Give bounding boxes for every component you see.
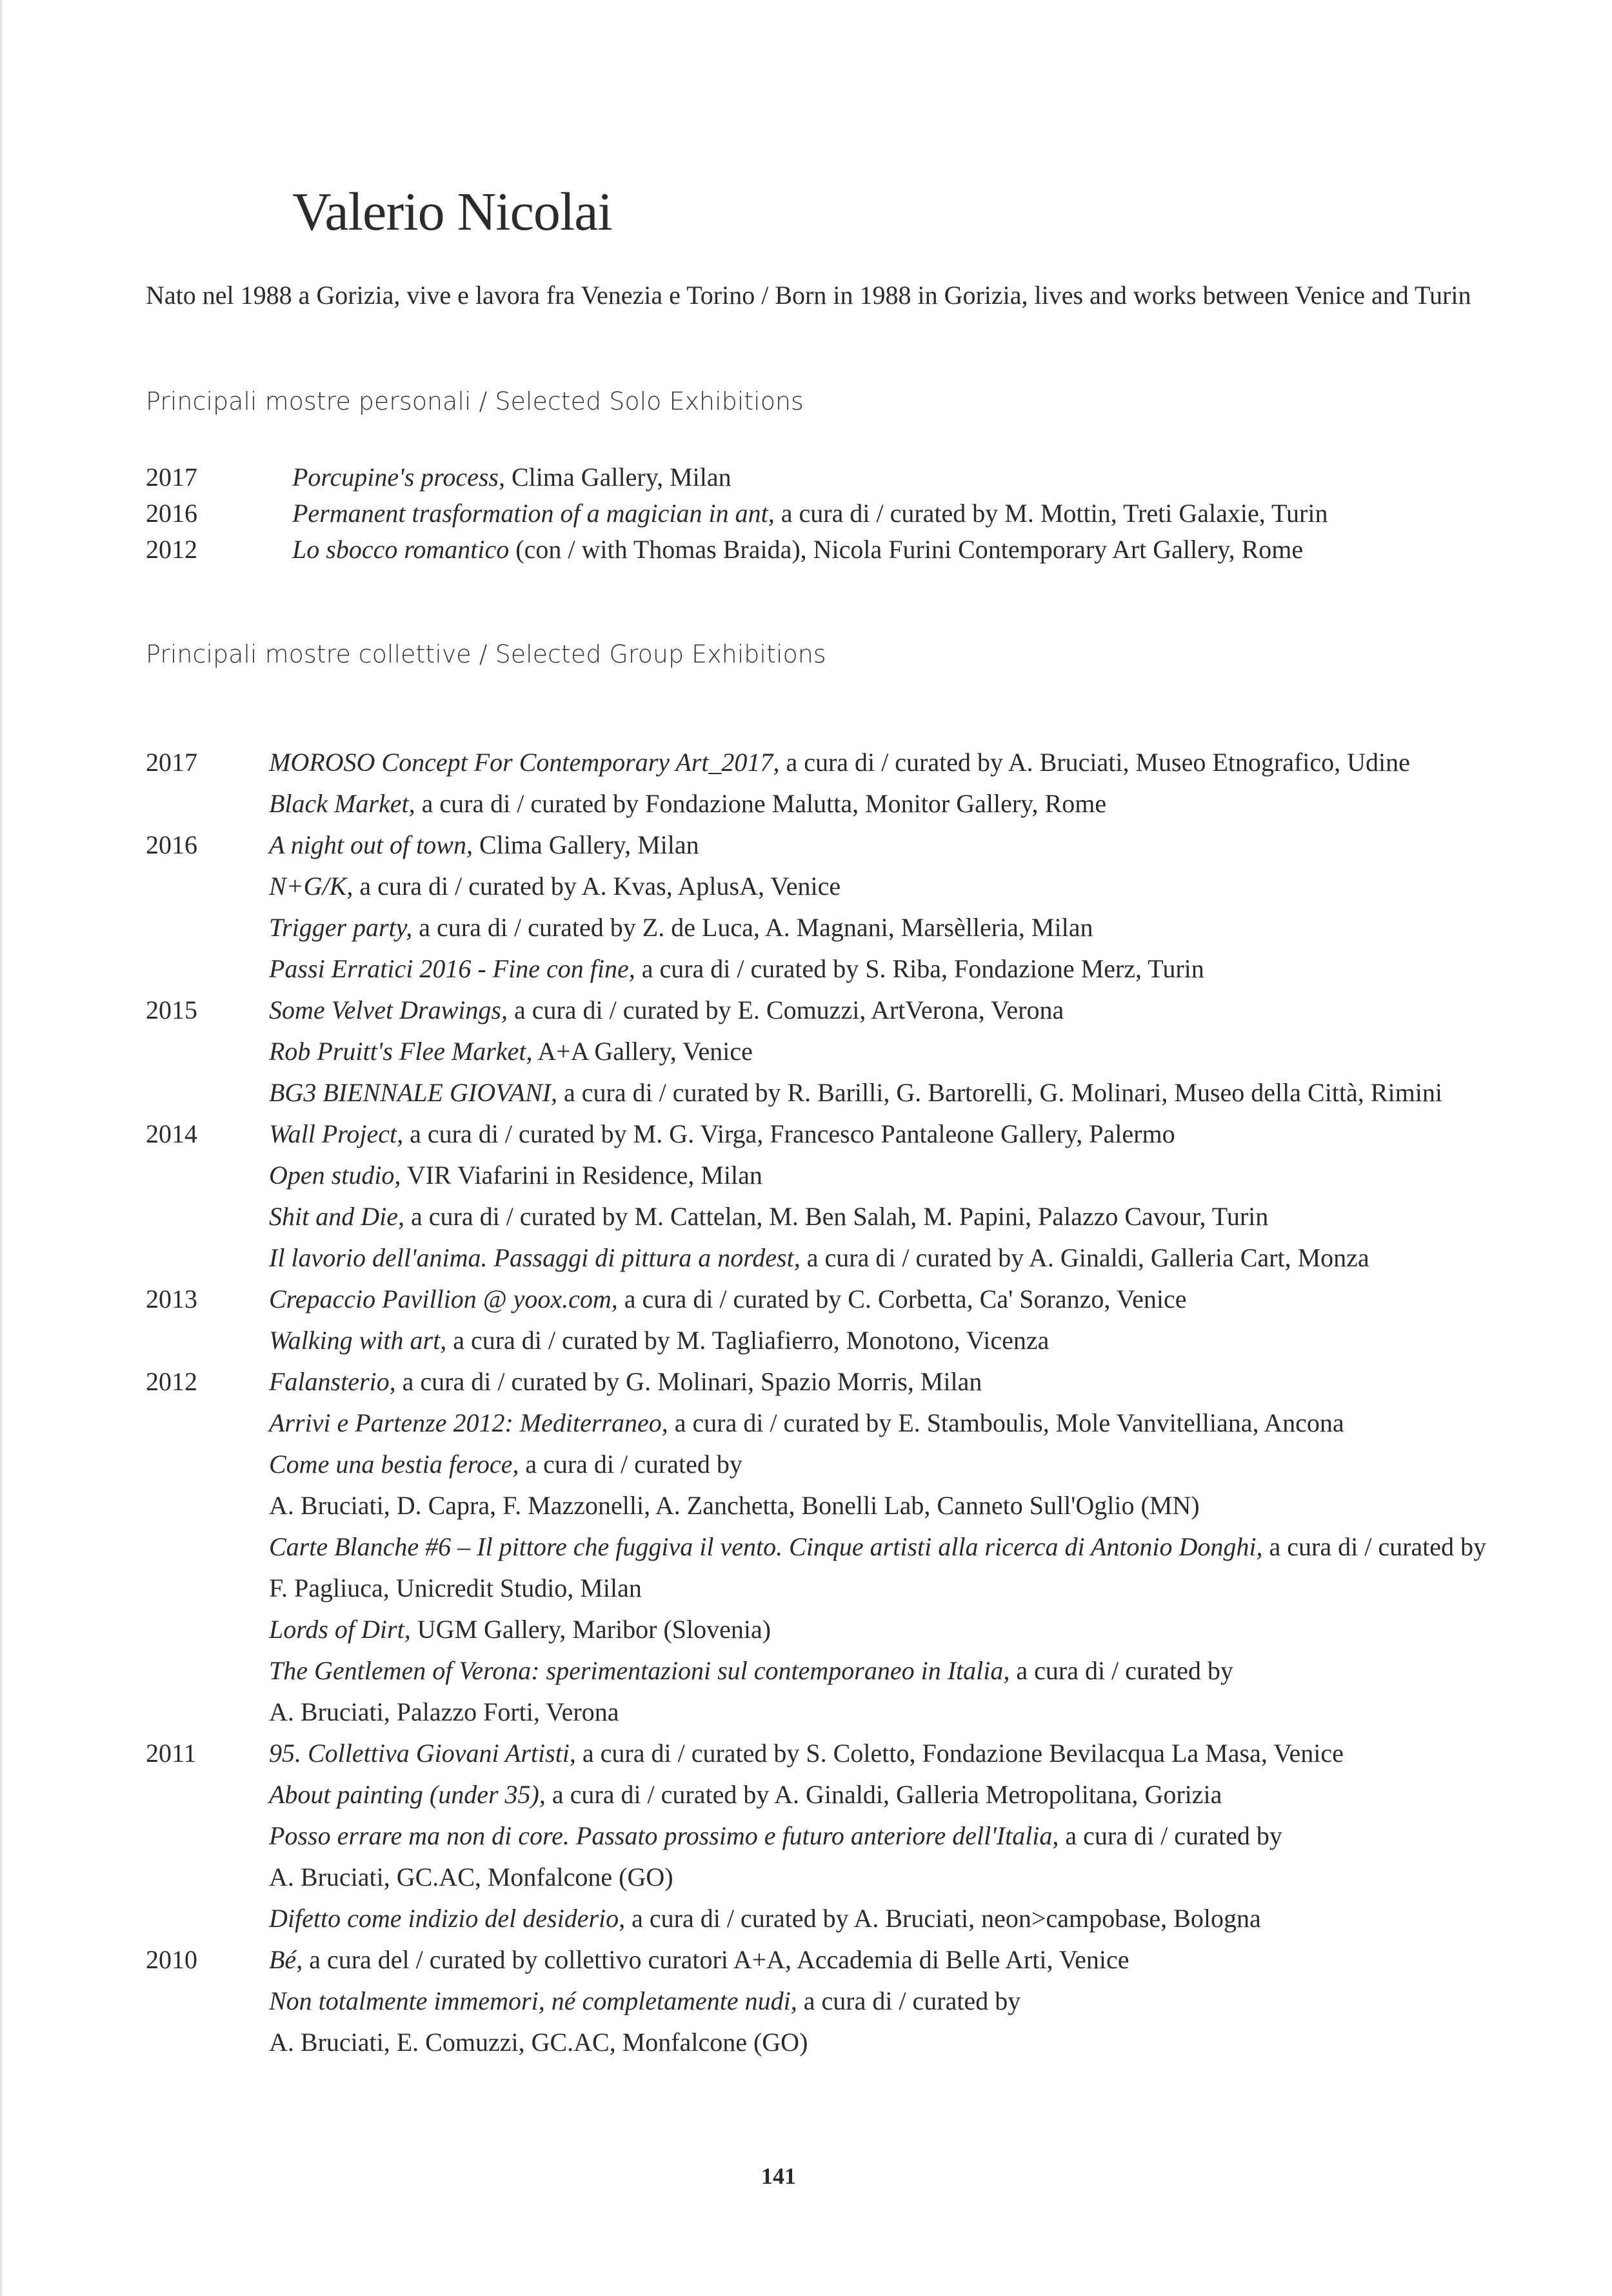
artist-bio: Nato nel 1988 a Gorizia, vive e lavora fra Venezia e Torino / Born in 1988 in Gorizia, lives and works between Venice and Turin bbox=[146, 281, 1471, 310]
exhibition-details bbox=[269, 1815, 1282, 1857]
exhibition-info: a cura di / curated by Z. de Luca, A. Magnani, Marsèlleria, Milan bbox=[412, 913, 1093, 942]
exhibition-title: The Gentlemen of Verona: sperimentazioni sul contemporaneo in Italia, bbox=[269, 1656, 1010, 1685]
exhibition-title: Passi Erratici 2016 - Fine con fine, bbox=[269, 954, 635, 983]
exhibition-details bbox=[269, 1733, 1344, 1774]
exhibition-info: A. Bruciati, Palazzo Forti, Verona bbox=[269, 1697, 619, 1726]
exhibition-details bbox=[292, 459, 731, 495]
exhibition-year: 2016 bbox=[146, 499, 197, 528]
exhibition-title: Lords of Dirt, bbox=[269, 1615, 411, 1644]
exhibition-info: Clima Gallery, Milan bbox=[472, 830, 699, 859]
exhibition-title: Crepaccio Pavillion @ yoox.com, bbox=[269, 1284, 618, 1313]
exhibition-details bbox=[269, 1031, 753, 1072]
exhibition-title: Shit and Die, bbox=[269, 1202, 404, 1231]
exhibition-info: a cura di / curated by M. Tagliafierro, Monotono, Vicenza bbox=[446, 1326, 1050, 1355]
exhibition-details bbox=[269, 1403, 1344, 1444]
exhibition-title: Carte Blanche #6 – Il pittore che fuggiva il vento. Cinque artisti alla ricerca di Antonio Donghi, bbox=[269, 1532, 1263, 1561]
exhibition-info: a cura di / curated by A. Ginaldi, Galleria Metropolitana, Gorizia bbox=[545, 1780, 1222, 1809]
exhibition-info: a cura di / curated by Fondazione Malutta, Monitor Gallery, Rome bbox=[415, 789, 1107, 818]
exhibition-details bbox=[269, 1485, 1200, 1526]
exhibition-title: Lo sbocco romantico bbox=[292, 535, 510, 564]
exhibition-title: A night out of town, bbox=[269, 830, 473, 859]
exhibition-title: Porcupine's process, bbox=[292, 463, 505, 492]
exhibition-details bbox=[269, 990, 1064, 1031]
exhibition-details bbox=[269, 1444, 742, 1485]
exhibition-info: A. Bruciati, GC.AC, Monfalcone (GO) bbox=[269, 1862, 673, 1892]
exhibition-info: a cura di / curated by bbox=[1010, 1656, 1233, 1685]
exhibition-info: a cura di / curated by S. Coletto, Fondazione Bevilacqua La Masa, Venice bbox=[575, 1739, 1344, 1768]
exhibition-title: Trigger party, bbox=[269, 913, 413, 942]
exhibition-info: a cura di / curated by M. G. Virga, Francesco Pantaleone Gallery, Palermo bbox=[403, 1119, 1175, 1148]
exhibition-title: N+G/K, bbox=[269, 872, 353, 901]
exhibition-info: (con / with Thomas Braida), Nicola Furini Contemporary Art Gallery, Rome bbox=[509, 535, 1304, 564]
exhibition-info: a cura di / curated by M. Mottin, Treti Galaxie, Turin bbox=[774, 499, 1328, 528]
exhibition-details bbox=[269, 1237, 1369, 1279]
exhibition-info: UGM Gallery, Maribor (Slovenia) bbox=[410, 1615, 771, 1644]
exhibition-details bbox=[269, 824, 699, 866]
exhibition-details bbox=[292, 532, 1303, 568]
exhibition-details bbox=[269, 1196, 1268, 1237]
exhibition-title: Bé bbox=[269, 1945, 297, 1974]
exhibition-info: a cura di / curated by M. Cattelan, M. Ben Salah, M. Papini, Palazzo Cavour, Turin bbox=[404, 1202, 1269, 1231]
exhibition-title: Wall Project, bbox=[269, 1119, 404, 1148]
exhibition-title: Black Market, bbox=[269, 789, 415, 818]
exhibition-info: A+A Gallery, Venice bbox=[532, 1037, 753, 1066]
exhibition-year: 2015 bbox=[146, 995, 197, 1024]
exhibition-details bbox=[269, 948, 1204, 990]
exhibition-year: 2012 bbox=[146, 1367, 197, 1396]
exhibition-year: 2013 bbox=[146, 1284, 197, 1313]
exhibition-details bbox=[269, 742, 1410, 783]
exhibition-info: a cura di / curated by bbox=[1262, 1532, 1487, 1561]
exhibition-info: a cura di / curated by A. Bruciati, Museo Etnografico, Udine bbox=[779, 748, 1410, 777]
exhibition-info: a cura di / curated by E. Comuzzi, ArtVerona, Verona bbox=[507, 995, 1064, 1024]
exhibition-details bbox=[269, 1526, 1486, 1568]
exhibition-title: About painting (under 35), bbox=[269, 1780, 546, 1809]
exhibition-info: a cura di / curated by E. Stamboulis, Mole Vanvitelliana, Ancona bbox=[668, 1408, 1344, 1437]
exhibition-year: 2011 bbox=[146, 1739, 197, 1768]
exhibition-info: a cura di / curated by bbox=[797, 1986, 1021, 2015]
artist-name: Valerio Nicolai bbox=[292, 182, 612, 242]
solo-exhibitions-heading: Principali mostre personali / Selected Solo Exhibitions bbox=[146, 387, 804, 415]
exhibition-title: Rob Pruitt's Flee Market, bbox=[269, 1037, 533, 1066]
exhibition-details bbox=[269, 1857, 673, 1898]
exhibition-year: 2017 bbox=[146, 748, 197, 777]
exhibition-details bbox=[269, 1609, 771, 1650]
exhibition-details bbox=[269, 1981, 1020, 2022]
exhibition-year: 2016 bbox=[146, 830, 197, 859]
page-number: 141 bbox=[761, 2163, 796, 2189]
exhibition-year: 2014 bbox=[146, 1119, 197, 1148]
exhibition-details bbox=[269, 1939, 1129, 1981]
exhibition-info: a cura di / curated by R. Barilli, G. Bartorelli, G. Molinari, Museo della Città, Rimini bbox=[557, 1078, 1442, 1107]
exhibition-title: Non totalmente immemori, né completamente nudi, bbox=[269, 1986, 797, 2015]
exhibition-details bbox=[269, 783, 1106, 824]
exhibition-title: Difetto come indizio del desiderio, bbox=[269, 1904, 626, 1933]
exhibition-info: a cura di / curated by A. Kvas, AplusA, Venice bbox=[353, 872, 841, 901]
exhibition-details bbox=[269, 1113, 1175, 1155]
exhibition-title: Posso errare ma non di core. Passato prossimo e futuro anteriore dell'Italia, bbox=[269, 1821, 1059, 1850]
exhibition-details bbox=[269, 866, 841, 907]
exhibition-title: Open studio, bbox=[269, 1161, 401, 1190]
exhibition-title: Arrivi e Partenze 2012: Mediterraneo, bbox=[269, 1408, 668, 1437]
exhibition-info: a cura di / curated by C. Corbetta, Ca' Soranzo, Venice bbox=[617, 1284, 1187, 1313]
page-edge bbox=[0, 0, 2, 2296]
exhibition-details bbox=[269, 2022, 808, 2063]
exhibition-title: Il lavorio dell'anima. Passaggi di pittura a nordest, bbox=[269, 1243, 801, 1272]
exhibition-info: Clima Gallery, Milan bbox=[504, 463, 731, 492]
exhibition-title: Permanent trasformation of a magician in ant, bbox=[292, 499, 775, 528]
exhibition-year: 2012 bbox=[146, 535, 197, 564]
exhibition-title: Falansterio, bbox=[269, 1367, 396, 1396]
exhibition-details bbox=[269, 1361, 982, 1403]
exhibition-info: A. Bruciati, E. Comuzzi, GC.AC, Monfalcone (GO) bbox=[269, 2028, 808, 2057]
exhibition-title: Walking with art, bbox=[269, 1326, 447, 1355]
exhibition-details bbox=[269, 1279, 1186, 1320]
group-exhibitions-heading: Principali mostre collettive / Selected Group Exhibitions bbox=[146, 640, 826, 668]
exhibition-details bbox=[292, 495, 1328, 532]
exhibition-details bbox=[269, 1774, 1222, 1815]
exhibition-title: Come una bestia feroce, bbox=[269, 1450, 519, 1479]
exhibition-title: 95. Collettiva Giovani Artisti, bbox=[269, 1739, 576, 1768]
exhibition-info: A. Bruciati, D. Capra, F. Mazzonelli, A. Zanchetta, Bonelli Lab, Canneto Sull'Oglio (MN) bbox=[269, 1491, 1200, 1520]
exhibition-details bbox=[269, 1898, 1261, 1939]
exhibition-info: a cura di / curated by bbox=[519, 1450, 742, 1479]
exhibition-info: a cura di / curated by A. Ginaldi, Galleria Cart, Monza bbox=[800, 1243, 1369, 1272]
exhibition-details bbox=[269, 1155, 762, 1196]
exhibition-year: 2017 bbox=[146, 463, 197, 492]
exhibition-info: a cura di / curated by G. Molinari, Spazio Morris, Milan bbox=[395, 1367, 982, 1396]
exhibition-title: MOROSO Concept For Contemporary Art_2017, bbox=[269, 748, 780, 777]
exhibition-details bbox=[269, 907, 1093, 948]
exhibition-title: BG3 BIENNALE GIOVANI, bbox=[269, 1078, 557, 1107]
exhibition-details bbox=[269, 1320, 1049, 1361]
exhibition-details bbox=[269, 1692, 619, 1733]
exhibition-info: F. Pagliuca, Unicredit Studio, Milan bbox=[269, 1573, 642, 1602]
exhibition-year: 2010 bbox=[146, 1945, 197, 1974]
exhibition-details bbox=[269, 1650, 1233, 1692]
exhibition-title: Some Velvet Drawings, bbox=[269, 995, 508, 1024]
exhibition-info: VIR Viafarini in Residence, Milan bbox=[401, 1161, 762, 1190]
exhibition-details bbox=[269, 1072, 1442, 1113]
exhibition-info: a cura di / curated by A. Bruciati, neon>campobase, Bologna bbox=[625, 1904, 1261, 1933]
exhibition-info: , a cura del / curated by collettivo curatori A+A, Accademia di Belle Arti, Venice bbox=[296, 1945, 1129, 1974]
exhibition-info: a cura di / curated by S. Riba, Fondazione Merz, Turin bbox=[635, 954, 1204, 983]
exhibition-info: a cura di / curated by bbox=[1059, 1821, 1282, 1850]
exhibition-details bbox=[269, 1568, 642, 1609]
